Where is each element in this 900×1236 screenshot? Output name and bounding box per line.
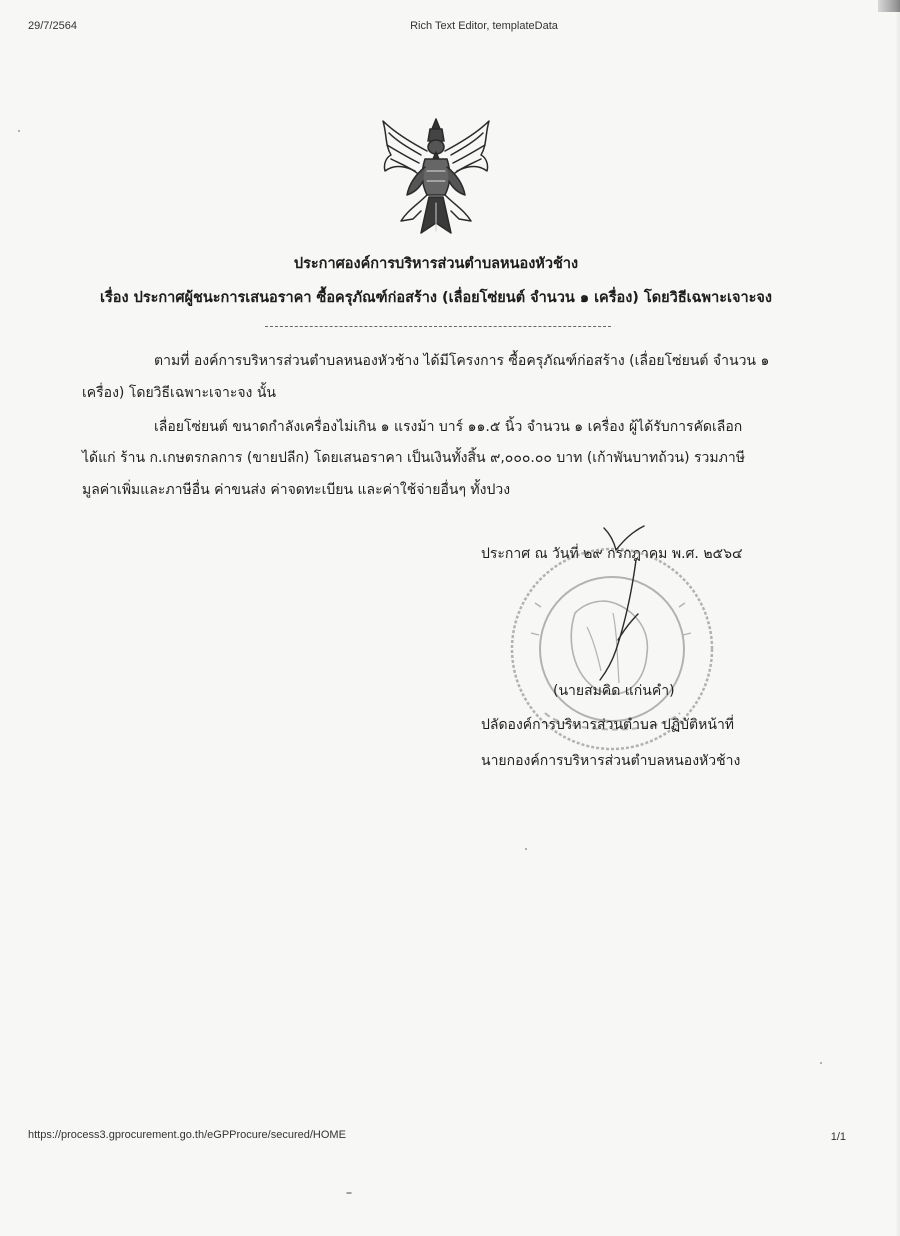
document-title: ประกาศองค์การบริหารส่วนตำบลหนองหัวช้าง [293,256,579,272]
paragraph-1-line-1: ตามที่ องค์การบริหารส่วนตำบลหนองหัวช้าง ได้มีโครงการ ซื้อครุภัณฑ์ก่อสร้าง (เลื่อยโซ่ยนต์ จำนวน ๑ [154,353,770,369]
title-divider [265,326,611,327]
paragraph-2-line-2: ได้แก่ ร้าน ก.เกษตรกลการ (ขายปลีก) โดยเสนอราคา เป็นเงินทั้งสิ้น ๙,๐๐๐.๐๐ บาท (เก้าพันบาทถ้วน) รวมภาษี [82,450,745,466]
scan-speck [346,1192,352,1194]
scan-speck [525,848,527,850]
announcement-date: ประกาศ ณ วันที่ ๒๙ กรกฎาคม พ.ศ. ๒๕๖๔ [481,546,743,562]
print-footer-url: https://process3.gprocurement.go.th/eGPProcure/secured/HOME [28,1129,346,1141]
signer-position-line-1: ปลัดองค์การบริหารส่วนตำบล ปฏิบัติหน้าที่ [481,717,735,733]
print-page-title: Rich Text Editor, templateData [410,20,558,32]
scan-speck [820,1062,822,1064]
paragraph-2-line-3: มูลค่าเพิ่มและภาษีอื่น ค่าขนส่ง ค่าจดทะเบียน และค่าใช้จ่ายอื่นๆ ทั้งปวง [82,482,511,498]
signer-name: (นายสมคิด แก่นคำ) [553,683,675,699]
scan-speck [18,130,20,132]
print-page-number: 1/1 [830,1131,846,1143]
paragraph-2-line-1: เลื่อยโซ่ยนต์ ขนาดกำลังเครื่องไม่เกิน ๑ แรงม้า บาร์ ๑๑.๕ นิ้ว จำนวน ๑ เครื่อง ผู้ได้รับการคัดเลือก [154,419,743,435]
signer-position-line-2: นายกองค์การบริหารส่วนตำบลหนองหัวช้าง [481,753,741,769]
handwritten-signature [574,520,674,690]
garuda-emblem-icon [377,115,495,241]
paragraph-1-line-2: เครื่อง) โดยวิธีเฉพาะเจาะจง นั้น [82,385,276,401]
document-subject: เรื่อง ประกาศผู้ชนะการเสนอราคา ซื้อครุภัณฑ์ก่อสร้าง (เลื่อยโซ่ยนต์ จำนวน ๑ เครื่อง) โดยวิธีเฉพาะเจาะจง [100,290,772,306]
print-date: 29/7/2564 [28,20,77,32]
scan-edge [895,0,900,1236]
